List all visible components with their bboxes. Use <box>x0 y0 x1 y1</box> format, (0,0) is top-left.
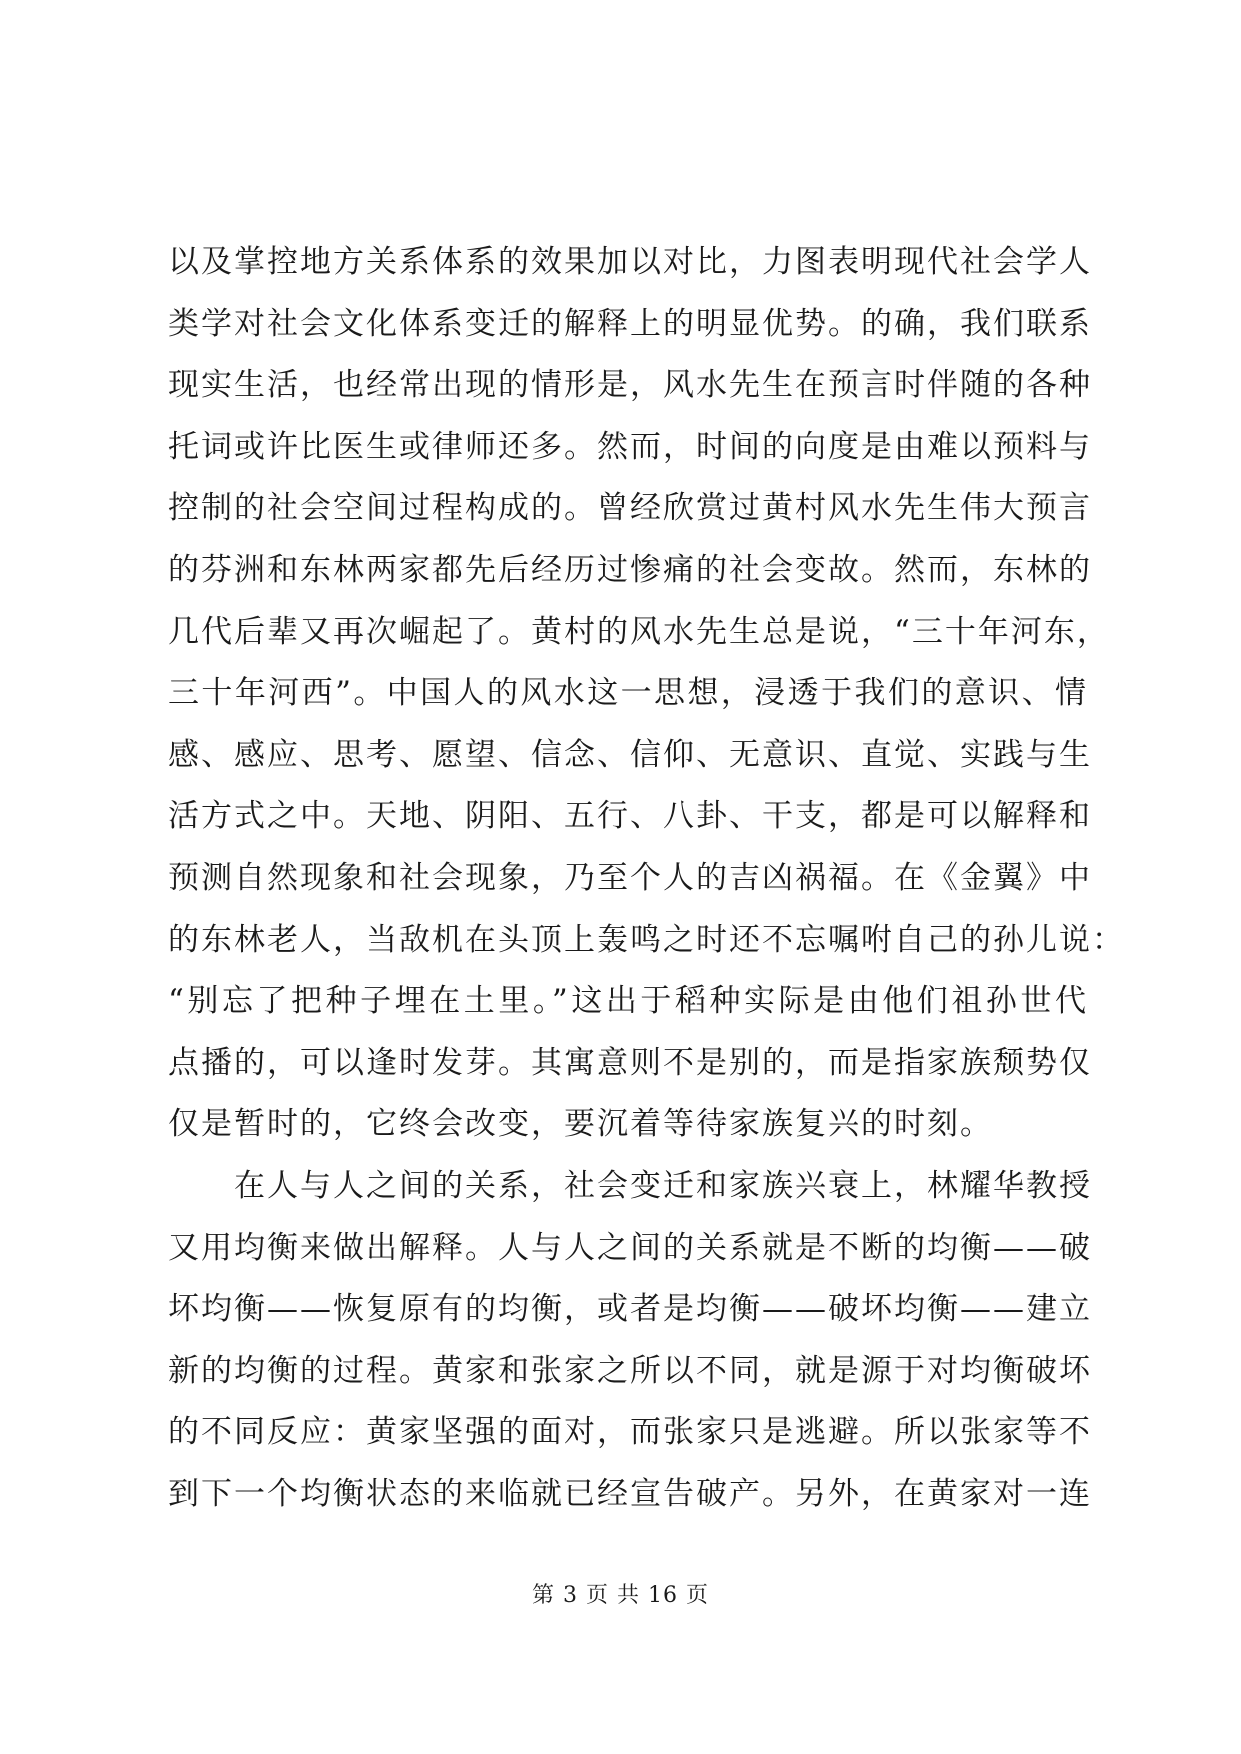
document-body <box>168 232 1125 1525</box>
text-line: 以及掌控地方关系体系的效果加以对比，力图表明现代社会学人 <box>168 244 1092 280</box>
text-line: 到下一个均衡状态的来临就已经宣告破产。另外，在黄家对一连 <box>168 1475 1092 1512</box>
text-line: 类学对社会文化体系变迁的解释上的明显优势。的确，我们联系 <box>168 305 1092 342</box>
text-line: 控制的社会空间过程构成的。曾经欣赏过黄村风水先生伟大预言 <box>168 490 1092 527</box>
text-line: “别忘了把种子埋在土里。”这出于稻种实际是由他们祖孙世代 <box>168 983 1088 1020</box>
paragraph-2 <box>168 1156 1092 1526</box>
text-line: 的芬洲和东林两家都先后经历过惨痛的社会变故。然而，东林的 <box>168 551 1092 588</box>
text-line: 又用均衡来做出解释。人与人之间的关系就是不断的均衡——破 <box>168 1229 1092 1266</box>
text-line: 的不同反应：黄家坚强的面对，而张家只是逃避。所以张家等不 <box>168 1414 1092 1451</box>
text-line: 活方式之中。天地、阴阳、五行、八卦、干支，都是可以解释和 <box>168 798 1092 835</box>
text-line: 三十年河西”。中国人的风水这一思想，浸透于我们的意识、情 <box>168 675 1088 712</box>
text-line: 在人与人之间的关系，社会变迁和家族兴衰上，林耀华教授 <box>234 1167 1092 1204</box>
text-line: 现实生活，也经常出现的情形是，风水先生在预言时伴随的各种 <box>168 367 1092 404</box>
text-line: 托词或许比医生或律师还多。然而，时间的向度是由难以预料与 <box>168 428 1092 465</box>
text-line: 坏均衡——恢复原有的均衡，或者是均衡——破坏均衡——建立 <box>168 1291 1092 1328</box>
text-line: 预测自然现象和社会现象，乃至个人的吉凶祸福。在《金翼》中 <box>168 859 1092 896</box>
text-line: 新的均衡的过程。黄家和张家之所以不同，就是源于对均衡破坏 <box>168 1352 1092 1389</box>
text-line: 点播的，可以逢时发芽。其寓意则不是别的，而是指家族颓势仅 <box>168 1044 1092 1081</box>
text-line: 的东林老人，当敌机在头顶上轰鸣之时还不忘嘱咐自己的孙儿说： <box>168 921 1125 958</box>
page-number-footer: 第 3 页 共 16 页 <box>532 1583 709 1608</box>
text-line: 几代后辈又再次崛起了。黄村的风水先生总是说，“三十年河东， <box>168 613 1110 650</box>
text-line: 仅是暂时的，它终会改变，要沉着等待家族复兴的时刻。 <box>168 1106 993 1143</box>
text-line: 感、感应、思考、愿望、信念、信仰、无意识、直觉、实践与生 <box>168 736 1092 773</box>
paragraph-1 <box>168 232 1125 1156</box>
